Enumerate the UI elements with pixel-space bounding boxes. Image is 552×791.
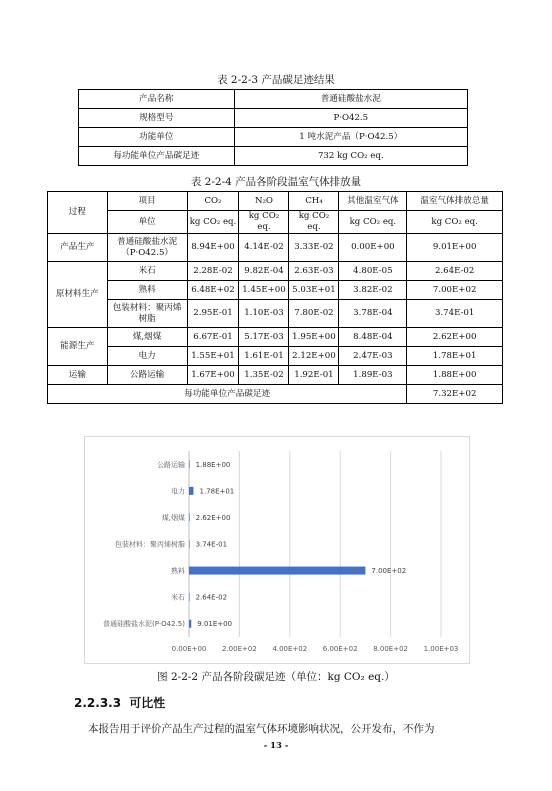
bar bbox=[189, 513, 190, 521]
data-label: 2.62E+00 bbox=[195, 513, 231, 522]
category-label: 普通硅酸盐水泥(P·O42.5) bbox=[102, 620, 185, 629]
value-cell: 6.48E+02 bbox=[187, 281, 239, 300]
bar bbox=[189, 540, 190, 548]
table-cell: 规格型号 bbox=[79, 109, 235, 128]
table-row bbox=[79, 90, 468, 109]
unit-cell: kg CO₂ eq. bbox=[239, 211, 289, 234]
stage-carbon-footprint-chart bbox=[84, 436, 470, 664]
table-row bbox=[48, 262, 503, 281]
x-tick-label: 1.00E+03 bbox=[423, 645, 459, 653]
unit-cell: kg CO₂ eq. bbox=[407, 211, 503, 234]
stage-emissions-table bbox=[47, 191, 503, 404]
value-cell: 5.03E+01 bbox=[289, 281, 339, 300]
value-cell: 4.80E-05 bbox=[339, 262, 407, 281]
value-cell: 6.67E-01 bbox=[187, 328, 239, 347]
bar bbox=[189, 460, 190, 468]
figure-caption: 图 2-2-2 产品各阶段碳足迹（单位：kg CO₂ eq.） bbox=[157, 671, 395, 683]
value-cell: 3.78E-04 bbox=[339, 300, 407, 328]
bar bbox=[189, 620, 191, 628]
table-row bbox=[48, 234, 503, 262]
table-cell: 普通硅酸盐水泥 bbox=[234, 90, 467, 109]
table-row bbox=[79, 147, 468, 166]
value-cell: 5.17E-03 bbox=[239, 328, 289, 347]
value-cell: 1.10E-03 bbox=[239, 300, 289, 328]
section-title: 可比性 bbox=[129, 696, 166, 710]
table-row bbox=[48, 300, 503, 328]
bar bbox=[189, 487, 193, 495]
table-cell: 产品名称 bbox=[79, 90, 235, 109]
value-cell: 2.64E-02 bbox=[407, 262, 503, 281]
x-tick-label: 2.00E+02 bbox=[222, 645, 257, 653]
category-label: 公路运输 bbox=[157, 460, 185, 469]
value-cell: 1.55E+01 bbox=[187, 347, 239, 366]
value-cell: 0.00E+00 bbox=[339, 234, 407, 262]
value-cell: 2.63E-03 bbox=[289, 262, 339, 281]
unit-cell: kg CO₂ eq. bbox=[339, 211, 407, 234]
item-cell: 煤,烟煤 bbox=[107, 328, 187, 347]
item-cell: 普通硅酸盐水泥（P·O42.5） bbox=[107, 234, 187, 262]
value-cell: 2.12E+00 bbox=[289, 347, 339, 366]
unit-cell: kg CO₂ eq. bbox=[187, 211, 239, 234]
table-cell: P·O42.5 bbox=[234, 109, 467, 128]
item-cell: 熟料 bbox=[107, 281, 187, 300]
value-cell: 1.78E+01 bbox=[407, 347, 503, 366]
header-col: 温室气体排放总量 bbox=[407, 192, 503, 211]
value-cell: 1.89E-03 bbox=[339, 366, 407, 385]
table-cell: 功能单位 bbox=[79, 128, 235, 147]
data-label: 7.00E+02 bbox=[371, 567, 407, 576]
table-row bbox=[48, 366, 503, 385]
value-cell: 3.33E-02 bbox=[289, 234, 339, 262]
item-cell: 电力 bbox=[107, 347, 187, 366]
data-label: 3.74E-01 bbox=[195, 540, 228, 549]
bar bbox=[189, 567, 365, 575]
category-label: 包装材料：聚丙烯树脂 bbox=[115, 540, 185, 549]
value-cell: 1.95E+00 bbox=[289, 328, 339, 347]
x-tick-label: 6.00E+02 bbox=[322, 645, 358, 653]
category-label: 煤,烟煤 bbox=[161, 513, 185, 522]
bar bbox=[189, 593, 190, 601]
chart-canvas bbox=[85, 437, 469, 663]
value-cell: 1.61E-01 bbox=[239, 347, 289, 366]
value-cell: 1.35E-02 bbox=[239, 366, 289, 385]
section-number: 2.2.3.3 bbox=[74, 696, 122, 710]
header-col: 其他温室气体 bbox=[339, 192, 407, 211]
unit-cell: kg CO₂ eq. bbox=[289, 211, 339, 234]
value-cell: 7.00E+02 bbox=[407, 281, 503, 300]
header-item: 项目 bbox=[107, 192, 187, 211]
table-unit-row bbox=[48, 211, 503, 234]
value-cell: 9.01E+00 bbox=[407, 234, 503, 262]
data-label: 1.78E+01 bbox=[199, 487, 235, 496]
value-cell: 1.67E+00 bbox=[187, 366, 239, 385]
table-footer-row bbox=[48, 385, 503, 404]
table-row bbox=[48, 347, 503, 366]
data-label: 1.88E+00 bbox=[195, 460, 231, 469]
x-tick-label: 4.00E+02 bbox=[272, 645, 308, 653]
body-paragraph: 本报告用于评价产品生产过程的温室气体环境影响状况，公开发布，不作为 bbox=[88, 723, 435, 735]
value-cell: 2.47E-03 bbox=[339, 347, 407, 366]
value-cell: 3.82E-02 bbox=[339, 281, 407, 300]
table-cell: 1 吨水泥产品（P·O42.5） bbox=[234, 128, 467, 147]
value-cell: 8.48E-04 bbox=[339, 328, 407, 347]
category-label: 电力 bbox=[171, 487, 185, 496]
table-cell: 每功能单位产品碳足迹 bbox=[79, 147, 235, 166]
carbon-footprint-result-table bbox=[78, 89, 468, 166]
header-process: 过程 bbox=[48, 192, 108, 234]
x-tick-label: 0.00E+00 bbox=[171, 645, 207, 653]
table-header-row bbox=[48, 192, 503, 211]
value-cell: 3.74E-01 bbox=[407, 300, 503, 328]
table-row bbox=[79, 128, 468, 147]
page-number: - 13 - bbox=[263, 741, 289, 751]
value-cell: 1.45E+00 bbox=[239, 281, 289, 300]
item-cell: 公路运输 bbox=[107, 366, 187, 385]
value-cell: 4.14E-02 bbox=[239, 234, 289, 262]
value-cell: 7.80E-02 bbox=[289, 300, 339, 328]
section-heading bbox=[74, 694, 165, 711]
data-label: 9.01E+00 bbox=[197, 620, 233, 629]
header-col: N₂O bbox=[239, 192, 289, 211]
table-cell: 732 kg CO₂ eq. bbox=[234, 147, 467, 166]
table-row bbox=[79, 109, 468, 128]
item-cell: 米石 bbox=[107, 262, 187, 281]
group-transport: 运输 bbox=[48, 366, 108, 385]
table-row bbox=[48, 281, 503, 300]
header-unit: 单位 bbox=[107, 211, 187, 234]
group-production: 产品生产 bbox=[48, 234, 108, 262]
category-label: 熟料 bbox=[171, 567, 185, 576]
value-cell: 2.95E-01 bbox=[187, 300, 239, 328]
group-energy: 能源生产 bbox=[48, 328, 108, 366]
item-cell: 包装材料：聚丙烯树脂 bbox=[107, 300, 187, 328]
table2-caption: 表 2-2-4 产品各阶段温室气体排放量 bbox=[190, 176, 362, 188]
x-tick-label: 8.00E+02 bbox=[373, 645, 408, 653]
value-cell: 2.62E+00 bbox=[407, 328, 503, 347]
group-raw: 原材料生产 bbox=[48, 262, 108, 328]
category-label: 米石 bbox=[171, 593, 185, 602]
data-label: 2.64E-02 bbox=[195, 593, 228, 602]
value-cell: 1.88E+00 bbox=[407, 366, 503, 385]
table-row bbox=[48, 328, 503, 347]
header-col: CH₄ bbox=[289, 192, 339, 211]
value-cell: 2.28E-02 bbox=[187, 262, 239, 281]
value-cell: 8.94E+00 bbox=[187, 234, 239, 262]
footer-label: 每功能单位产品碳足迹 bbox=[48, 385, 407, 404]
footer-value: 7.32E+02 bbox=[407, 385, 503, 404]
table1-caption: 表 2-2-3 产品碳足迹结果 bbox=[217, 74, 335, 86]
header-col: CO₂ bbox=[187, 192, 239, 211]
value-cell: 9.82E-04 bbox=[239, 262, 289, 281]
value-cell: 1.92E-01 bbox=[289, 366, 339, 385]
